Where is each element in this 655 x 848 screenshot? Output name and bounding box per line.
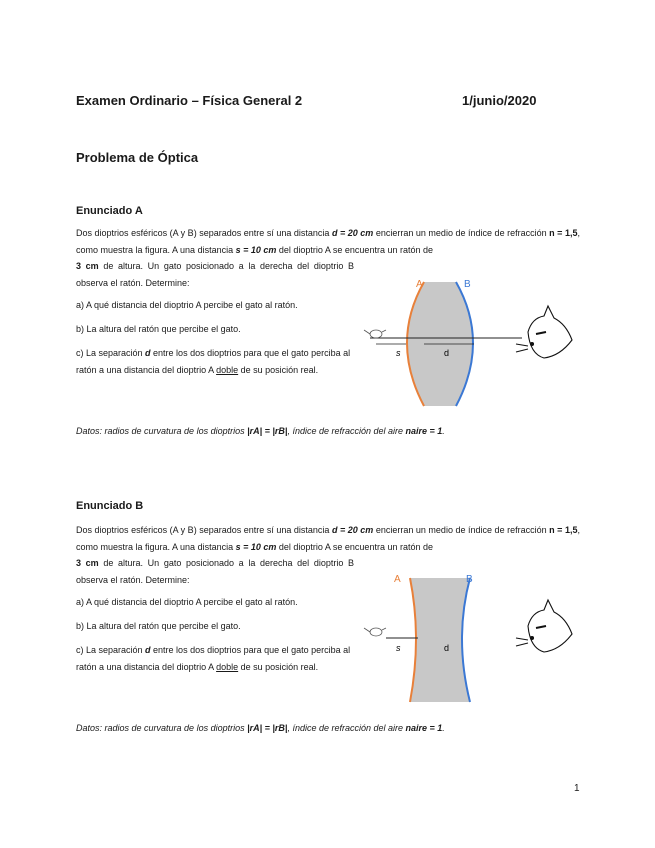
section-b-intro-cont: 3 cm de altura. Un gato posicionado a la derecha del dioptrio B observa el ratón. Determine:	[76, 558, 355, 585]
label-s: s	[396, 348, 401, 358]
section-b-question-a: a) A qué distancia del dioptrio A percibe el gato al ratón.	[76, 597, 298, 607]
section-a-question-c: c) La separación d entre los dos dioptrios para que el gato perciba al ratón a una distancia del dioptrio A doble de su posición real.	[76, 348, 351, 375]
mouse-icon	[364, 628, 386, 636]
label-b: B	[466, 574, 473, 585]
label-d: d	[444, 643, 450, 653]
label-b: B	[464, 279, 471, 290]
section-b-question-c: c) La separación d entre los dos dioptrios para que el gato perciba al ratón a una distancia del dioptrio A doble de su posición real.	[76, 645, 351, 672]
section-b-data: Datos: radios de curvatura de los dioptrios |rA| = |rB|, índice de refracción del aire naire = 1.	[76, 723, 445, 733]
exam-title: Examen Ordinario – Física General 2	[76, 93, 303, 108]
section-b-question-b: b) La altura del ratón que percibe el gato.	[76, 621, 241, 631]
cat-icon	[516, 306, 572, 358]
label-s: s	[396, 643, 401, 653]
section-a-heading: Enunciado A	[76, 205, 143, 217]
page-number: 1	[574, 783, 580, 794]
section-a-question-a: a) A qué distancia del dioptrio A percibe el gato al ratón.	[76, 300, 298, 310]
section-a-question-b: b) La altura del ratón que percibe el gato.	[76, 324, 241, 334]
problem-title: Problema de Óptica	[76, 150, 199, 165]
section-a-data: Datos: radios de curvatura de los dioptrios |rA| = |rB|, índice de refracción del aire naire = 1.	[76, 426, 445, 436]
section-b-heading: Enunciado B	[76, 500, 144, 512]
section-a-intro: Dos dioptrios esféricos (A y B) separados entre sí una distancia d = 20 cm encierran un medio de índice de refracción n = 1,5, como muestra la figura. A una distancia s = 10 cm del dioptrio A se encuentra un ratón de	[76, 228, 580, 255]
mouse-icon	[364, 330, 386, 338]
label-a: A	[416, 279, 423, 290]
section-a-figure	[360, 272, 585, 412]
label-d: d	[444, 348, 450, 358]
exam-date: 1/junio/2020	[462, 93, 537, 108]
section-b-intro: Dos dioptrios esféricos (A y B) separados entre sí una distancia d = 20 cm encierran un medio de índice de refracción n = 1,5, como muestra la figura. A una distancia s = 10 cm del dioptrio A se encuentra un ratón de	[76, 525, 580, 552]
label-a: A	[394, 574, 401, 585]
section-a-intro-cont: 3 cm de altura. Un gato posicionado a la derecha del dioptrio B observa el ratón. Determine:	[76, 261, 355, 288]
cat-icon	[516, 600, 572, 652]
section-b-figure	[360, 568, 585, 708]
lens-medium	[410, 578, 470, 702]
